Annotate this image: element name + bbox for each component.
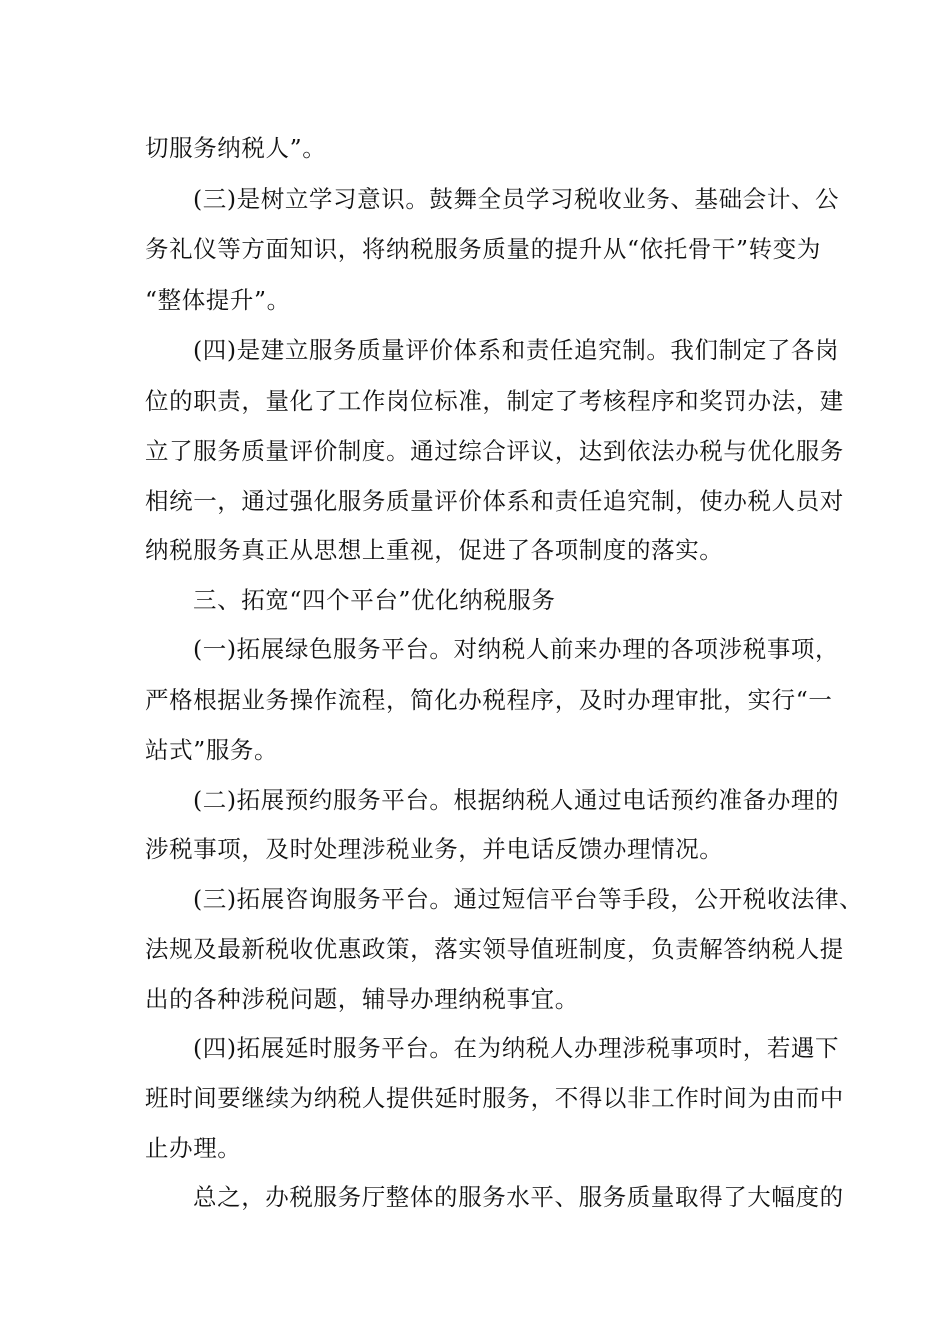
text-line: “整体提升”。	[145, 286, 291, 314]
text-line: (一)拓展绿色服务平台。对纳税人前来办理的各项涉税事项，	[193, 635, 840, 663]
text-line: (四)拓展延时服务平台。在为纳税人办理涉税事项时，若遇下	[193, 1034, 840, 1062]
text-line: 涉税事项，及时处理涉税业务，并电话反馈办理情况。	[145, 835, 724, 863]
text-line: (四)是建立服务质量评价体系和责任追究制。我们制定了各岗	[193, 336, 840, 364]
text-line: 法规及最新税收优惠政策，落实领导值班制度，负责解答纳税人提	[145, 935, 844, 963]
text-line: 站式”服务。	[145, 736, 279, 764]
text-line: 出的各种涉税问题，辅导办理纳税事宜。	[145, 985, 579, 1013]
text-line: (二)拓展预约服务平台。根据纳税人通过电话预约准备办理的	[193, 786, 840, 814]
text-line: 严格根据业务操作流程，简化办税程序，及时办理审批，实行“一	[145, 686, 833, 714]
text-line: (三)拓展咨询服务平台。通过短信平台等手段，公开税收法律、	[193, 885, 864, 913]
text-line: 班时间要继续为纳税人提供延时服务，不得以非工作时间为由而中	[145, 1084, 844, 1112]
section-heading: 三、拓宽“四个平台”优化纳税服务	[193, 586, 556, 614]
text-line: 止办理。	[145, 1134, 242, 1162]
text-line: 切服务纳税人”。	[145, 134, 327, 162]
text-line: (三)是树立学习意识。鼓舞全员学习税收业务、基础会计、公	[193, 185, 840, 213]
text-line: 相统一，通过强化服务质量评价体系和责任追究制，使办税人员对	[145, 487, 844, 515]
text-line: 务礼仪等方面知识，将纳税服务质量的提升从“依托骨干”转变为	[145, 235, 821, 263]
text-line: 总之，办税服务厅整体的服务水平、服务质量取得了大幅度的	[193, 1183, 844, 1211]
text-line: 立了服务质量评价制度。通过综合评议，达到依法办税与优化服务	[145, 437, 844, 465]
text-line: 位的职责，量化了工作岗位标准，制定了考核程序和奖罚办法，建	[145, 387, 844, 415]
text-line: 纳税服务真正从思想上重视，促进了各项制度的落实。	[145, 536, 724, 564]
